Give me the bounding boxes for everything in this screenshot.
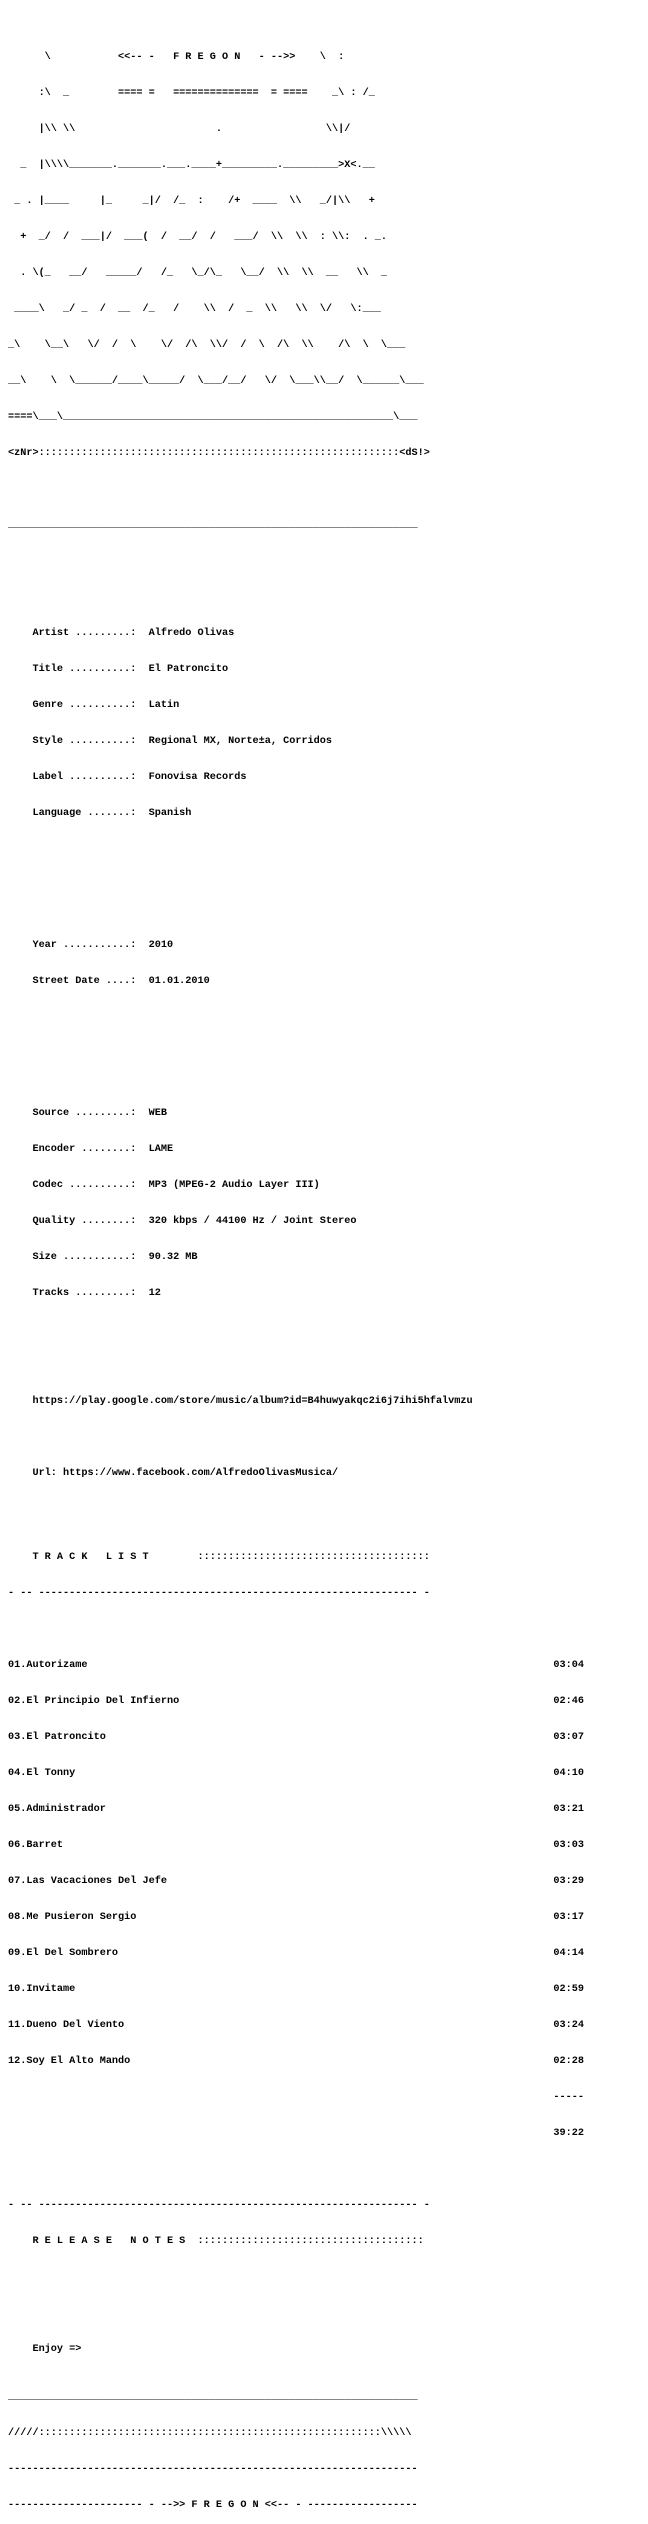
- spacer: [8, 1036, 648, 1048]
- track-list: [8, 1636, 584, 2164]
- track-title: 04.El Tonny: [8, 1768, 76, 1779]
- header-art-line: + _/ / ___|/ ___( / __/ / ___/ \\ \\ : \\: . _.: [8, 232, 388, 243]
- footer-rule: ___________________________________________________________________: [8, 2392, 418, 2403]
- spacer: [8, 868, 648, 880]
- rule-top: ___________________________________________________________________: [8, 520, 418, 531]
- info-genre: Genre ..........: Latin: [8, 700, 180, 711]
- info-tracks: Tracks .........: 12: [8, 1288, 161, 1299]
- track-title: 11.Dueno Del Viento: [8, 2020, 125, 2031]
- track-time: 03:07: [553, 1732, 584, 1743]
- track-title: 06.Barret: [8, 1840, 64, 1851]
- track-time: 02:28: [553, 2056, 584, 2067]
- info-quality: Quality ........: 320 kbps / 44100 Hz / Joint Stereo: [8, 1216, 357, 1227]
- track-row: [8, 1948, 584, 1960]
- info-language: Language .......: Spanish: [8, 808, 192, 819]
- total-row: [8, 2128, 584, 2140]
- header-art-line: . \(_ __/ _____/ /_ \_/\_ \__/ \\ \\ __ \\ _: [8, 268, 388, 279]
- spacer: [8, 2272, 648, 2284]
- header-art-line: ====\___\______________________________________________________\___: [8, 412, 418, 423]
- spacer: [8, 1432, 648, 1444]
- tracklist-header: T R A C K L I S T ::::::::::::::::::::::::::::::::::::::: [8, 1552, 430, 1563]
- header-art-line: __\ \ \______/____\_____/ \___/__/ \/ \___\\__/ \______\___: [8, 376, 424, 387]
- track-title: 12.Soy El Alto Mando: [8, 2056, 131, 2067]
- track-row: [8, 2056, 584, 2068]
- release-notes-text: Enjoy =>: [8, 2344, 82, 2355]
- track-row: [8, 1840, 584, 1852]
- info-block-release: [8, 604, 648, 844]
- header-art-line: _ |\\\\_______._______.___.____+_________._________>X<.__: [8, 160, 375, 171]
- header-art-line: \ <<-- - F R E G O N - -->> \ :: [8, 52, 345, 63]
- info-size: Size ...........: 90.32 MB: [8, 1252, 198, 1263]
- track-row: [8, 1696, 584, 1708]
- track-row: [8, 1912, 584, 1924]
- total-rule-row: [8, 2092, 584, 2104]
- track-row: [8, 1660, 584, 1672]
- facebook-url: Url: https://www.facebook.com/AlfredoOlivasMusica/: [8, 1468, 339, 1479]
- info-source: Source .........: WEB: [8, 1108, 167, 1119]
- track-title: 05.Administrador: [8, 1804, 106, 1815]
- track-time: 03:24: [553, 2020, 584, 2031]
- track-time: 03:03: [553, 1840, 584, 1851]
- footer-signature: ---------------------- - -->> F R E G O N <<-- - ------------------: [8, 2500, 418, 2511]
- track-row: [8, 1804, 584, 1816]
- header-art: [8, 28, 648, 484]
- header-art-line: _\ \__\ \/ / \ \/ /\ \\/ / \ /\ \\ /\ \ \___: [8, 340, 406, 351]
- release-rule: - -- -------------------------------------------------------------- -: [8, 2200, 430, 2211]
- info-codec: Codec ..........: MP3 (MPEG-2 Audio Layer III): [8, 1180, 320, 1191]
- track-title: 07.Las Vacaciones Del Jefe: [8, 1876, 167, 1887]
- track-time: 02:46: [553, 1696, 584, 1707]
- header-art-line: :\ _ ==== = ============== = ==== _\ : /_: [8, 88, 375, 99]
- store-url: https://play.google.com/store/music/album?id=B4huwyakqc2i6j7ihi5hfalvmzu: [8, 1396, 473, 1407]
- track-title: 09.El Del Sombrero: [8, 1948, 119, 1959]
- spacer: [8, 1348, 648, 1360]
- track-title: 10.Invitame: [8, 1984, 76, 1995]
- spacer: [8, 1504, 648, 1516]
- header-art-line: <zNr>:::::::::::::::::::::::::::::::::::::::::::::::::::::::::::<dS!>: [8, 448, 430, 459]
- track-time: 04:14: [553, 1948, 584, 1959]
- info-encoder: Encoder ........: LAME: [8, 1144, 174, 1155]
- track-time: 03:17: [553, 1912, 584, 1923]
- release-notes-header: R E L E A S E N O T E S :::::::::::::::::::::::::::::::::::::: [8, 2236, 424, 2247]
- track-row: [8, 1768, 584, 1780]
- track-time: 03:29: [553, 1876, 584, 1887]
- track-time: 03:21: [553, 1804, 584, 1815]
- track-title: 03.El Patroncito: [8, 1732, 106, 1743]
- track-time: 02:59: [553, 1984, 584, 1995]
- track-row: [8, 1984, 584, 1996]
- header-art-line: ____\ _/ _ / __ /_ / \\ / _ \\ \\ \/ \:___: [8, 304, 381, 315]
- info-block-date: [8, 916, 648, 1012]
- info-year: Year ...........: 2010: [8, 940, 174, 951]
- track-time: 03:04: [553, 1660, 584, 1671]
- track-title: 02.El Principio Del Infierno: [8, 1696, 180, 1707]
- spacer: [8, 2308, 648, 2320]
- info-label: Label ..........: Fonovisa Records: [8, 772, 247, 783]
- track-row: [8, 1876, 584, 1888]
- footer-rule: /////::::::::::::::::::::::::::::::::::::::::::::::::::::::::\\\\\: [8, 2428, 412, 2439]
- info-artist: Artist .........: Alfredo Olivas: [8, 628, 235, 639]
- track-title: 08.Me Pusieron Sergio: [8, 1912, 137, 1923]
- info-street-date: Street Date ....: 01.01.2010: [8, 976, 210, 987]
- track-row: [8, 2020, 584, 2032]
- total-rule: -----: [553, 2092, 584, 2103]
- header-art-line: _ . |____ |_ _|/ /_ : /+ ____ \\ _/|\\ +: [8, 196, 375, 207]
- info-style: Style ..........: Regional MX, Norte±a, Corridos: [8, 736, 333, 747]
- track-title: 01.Autorizame: [8, 1660, 88, 1671]
- tracklist-rule: - -- -------------------------------------------------------------- -: [8, 1588, 430, 1599]
- spacer: [8, 556, 648, 568]
- info-title: Title ..........: El Patroncito: [8, 664, 229, 675]
- track-time: 04:10: [553, 1768, 584, 1779]
- info-block-technical: [8, 1084, 648, 1324]
- total-time: 39:22: [553, 2128, 584, 2139]
- track-row: [8, 1732, 584, 1744]
- header-art-line: |\\ \\ . \\|/: [8, 124, 351, 135]
- footer-rule: -------------------------------------------------------------------: [8, 2464, 418, 2475]
